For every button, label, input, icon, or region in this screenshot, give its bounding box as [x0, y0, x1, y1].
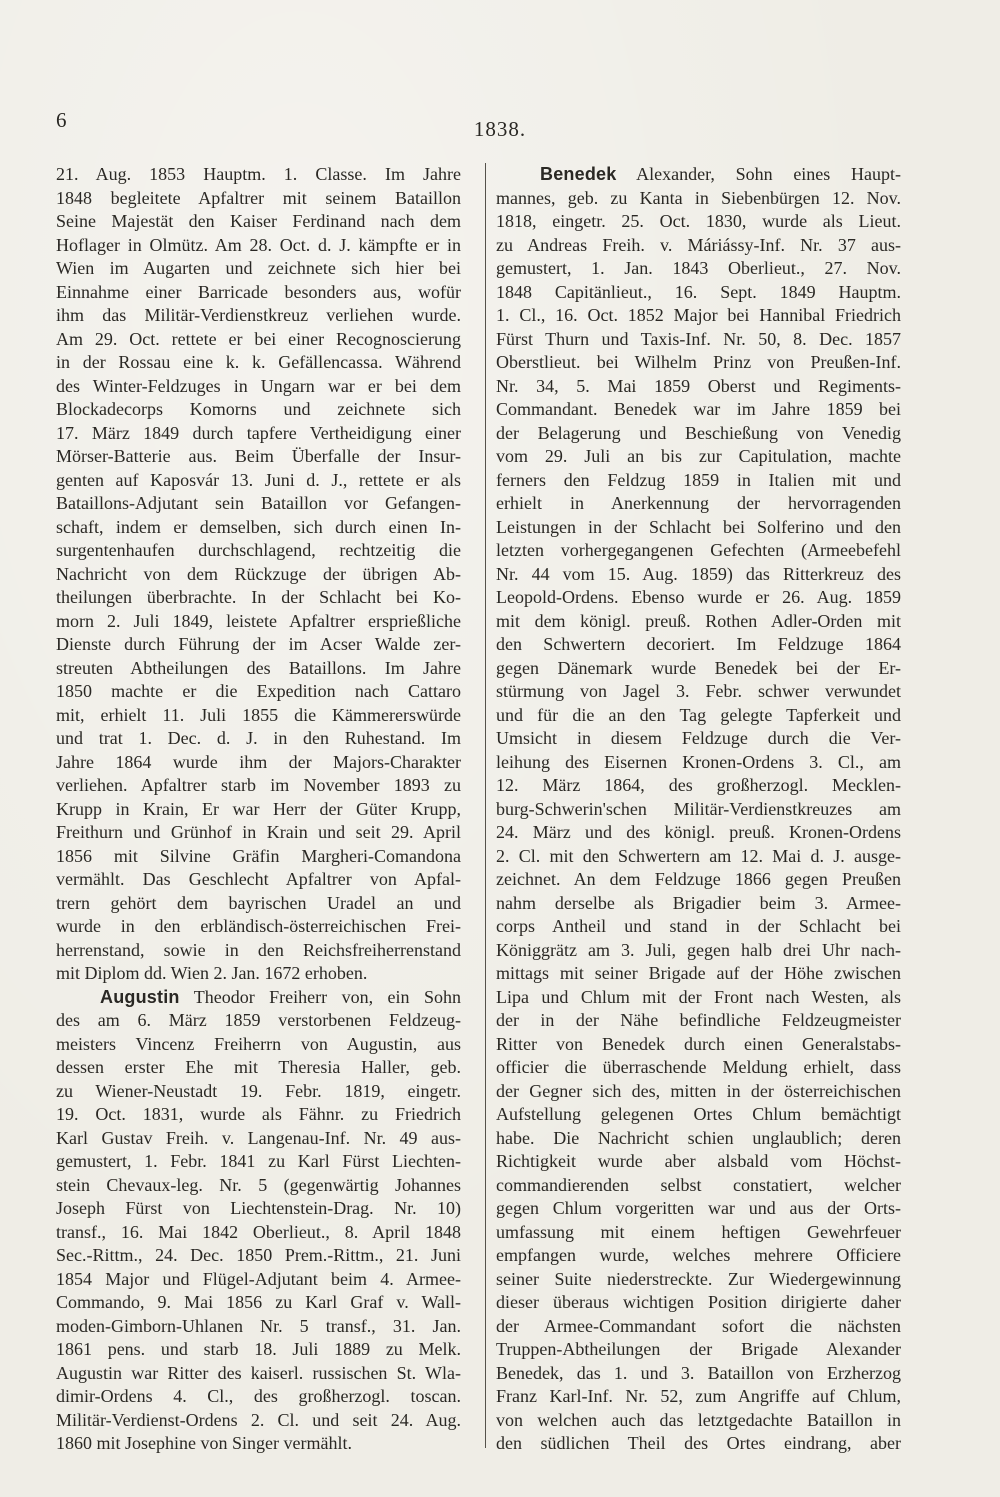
- text-line: den südlichen Theil des Ortes eindrang, aber: [496, 1433, 901, 1453]
- text-line: vermählt. Das Geschlecht Apfaltrer von Apfal-: [56, 869, 461, 889]
- text-line: mittags mit seiner Brigade auf der Höhe zwischen: [496, 963, 901, 983]
- text-line: Leopold-Ordens. Ebenso wurde er 26. Aug. 1859: [496, 587, 901, 607]
- entry-name-benedek: Benedek: [540, 164, 617, 184]
- text-line: officier die überraschende Meldung erhielt, dass: [496, 1057, 901, 1077]
- text-line: Sec.-Rittm., 24. Dec. 1850 Prem.-Rittm., 21. Juni: [56, 1245, 461, 1265]
- text-line: gemustert, 1. Jan. 1843 Oberlieut., 27. Nov.: [496, 258, 901, 278]
- text-line: meisters Vincenz Freiherrn von Augustin, aus: [56, 1033, 461, 1054]
- text-line: Umsicht in diesem Feldzuge durch die Ver-: [496, 728, 901, 748]
- text-line: Nachricht von dem Rückzuge der übrigen Ab-: [56, 563, 461, 584]
- text-line: 17. März 1849 durch tapfere Vertheidigung einer: [56, 422, 461, 443]
- text-line: von welchen auch das letztgedachte Bataillon in: [496, 1409, 901, 1430]
- text-line: Augustin war Ritter des kaiserl. russischen St. Wla-: [56, 1362, 461, 1383]
- augustin-first-line-text: Theodor Freiherr von, ein Sohn: [179, 986, 461, 1007]
- text-line: moden-Gimborn-Uhlanen Nr. 5 transf., 31. Jan.: [56, 1315, 461, 1336]
- text-line: Königgrätz am 3. Juli, gegen halb drei Uhr nach-: [496, 939, 901, 960]
- text-line: 1. Cl., 16. Oct. 1852 Major bei Hannibal Friedrich: [496, 305, 901, 325]
- text-line: leihung des Eisernen Kronen-Ordens 3. Cl., am: [496, 751, 901, 772]
- text-line: Richtigkeit wurde aber alsbald vom Höchst-: [496, 1151, 901, 1171]
- text-line: 1856 mit Silvine Gräfin Margheri-Comandona: [56, 845, 461, 866]
- text-line: der Belagerung und Beschießung von Venedig: [496, 422, 901, 443]
- column-divider: [485, 163, 486, 1448]
- augustin-entry: [56, 986, 461, 1456]
- text-line: stürmung von Jagel 3. Febr. schwer verwundet: [496, 681, 901, 701]
- augustin-entry-body: [56, 1009, 461, 1456]
- text-line: Karl Gustav Freih. v. Langenau-Inf. Nr. 49 aus-: [56, 1127, 461, 1148]
- text-line: herrenstand, sowie in den Reichsfreiherrenstand: [56, 939, 461, 960]
- text-line: 19. Oct. 1831, wurde als Fähnr. zu Friedrich: [56, 1104, 461, 1124]
- text-line: Aufstellung gelegenen Ortes Chlum bemächtigt: [496, 1104, 901, 1124]
- text-line: letzten vorhergegangenen Gefechten (Armeebefehl: [496, 540, 901, 560]
- text-line: 2. Cl. mit den Schwertern am 12. Mai d. J. ausge-: [496, 845, 901, 866]
- text-line: Blockadecorps Komorns und zeichnete sich: [56, 399, 461, 419]
- text-line: Wien im Augarten und zeichnete sich hier bei: [56, 258, 461, 278]
- text-line: corps Antheil und stand in der Schlacht bei: [496, 916, 901, 936]
- text-line: ferners den Feldzug 1859 in Italien mit und: [496, 469, 901, 490]
- text-line: 21. Aug. 1853 Hauptm. 1. Classe. Im Jahre: [56, 164, 461, 184]
- text-line: gegen Chlum vorgeritten war und aus der Orts-: [496, 1198, 901, 1218]
- text-line: Truppen-Abtheilungen der Brigade Alexander: [496, 1339, 901, 1359]
- text-line: dieser überaus wichtigen Position dirigierte daher: [496, 1292, 901, 1312]
- text-line: und trat 1. Dec. d. J. in den Ruhestand. Im: [56, 728, 461, 748]
- text-line: surgentenhaufen durchschlagend, rechtzeitig die: [56, 540, 461, 560]
- text-line: 1848 begleitete Apfaltrer mit seinem Bataillon: [56, 187, 461, 208]
- text-line: den Schwertern decoriert. Im Feldzuge 1864: [496, 634, 901, 654]
- text-line: 1848 Capitänlieut., 16. Sept. 1849 Hauptm.: [496, 281, 901, 302]
- text-line: und für die an den Tag gelegte Tapferkeit und: [496, 704, 901, 725]
- text-line: habe. Die Nachricht schien unglaublich; deren: [496, 1127, 901, 1148]
- text-line: Krupp in Krain, Er war Herr der Güter Krupp,: [56, 798, 461, 819]
- text-line: gemustert, 1. Febr. 1841 zu Karl Fürst Liechten-: [56, 1151, 461, 1171]
- text-line: 1854 Major und Flügel-Adjutant beim 4. Armee-: [56, 1268, 461, 1289]
- text-line: der Gegner sich des, mitten in der österreichischen: [496, 1080, 901, 1101]
- text-line: der Armee-Commandant sofort die nächsten: [496, 1315, 901, 1336]
- text-line: Militär-Verdienst-Ordens 2. Cl. und seit 24. Aug.: [56, 1409, 461, 1430]
- text-line: 1818, eingetr. 25. Oct. 1830, wurde als Lieut.: [496, 211, 901, 231]
- text-line: theilungen überbrachte. In der Schlacht bei Ko-: [56, 587, 461, 607]
- text-line: dessen erster Ehe mit Theresia Haller, geb.: [56, 1057, 461, 1077]
- text-line: 12. März 1864, des großherzogl. Mecklen-: [496, 775, 901, 795]
- benedek-entry: [496, 163, 901, 1456]
- text-line: ihm das Militär-Verdienstkreuz verliehen wurde.: [56, 305, 461, 325]
- text-line: zu Wiener-Neustadt 19. Febr. 1819, eingetr.: [56, 1080, 461, 1101]
- text-line: Jahre 1864 wurde ihm der Majors-Charakter: [56, 751, 461, 772]
- page-number: 6: [56, 108, 67, 132]
- benedek-first-line: [496, 163, 901, 187]
- text-line: 1861 pens. und starb 18. Juli 1889 zu Melk.: [56, 1339, 461, 1359]
- text-line: Benedek, das 1. und 3. Bataillon von Erzherzog: [496, 1362, 901, 1383]
- text-line: mit Diplom dd. Wien 2. Jan. 1672 erhoben.: [56, 963, 368, 983]
- text-line: empfangen wurde, welches mehrere Officiere: [496, 1245, 901, 1265]
- text-line: dimir-Ordens 4. Cl., des großherzogl. toscan.: [56, 1386, 461, 1406]
- text-line: mit, erhielt 11. Juli 1855 die Kämmererswürde: [56, 704, 461, 725]
- text-line: Dienste durch Führung der im Acser Walde zer-: [56, 634, 461, 654]
- text-line: erhielt in Anerkennung der hervorragenden: [496, 493, 901, 513]
- text-line: 24. März und des königl. preuß. Kronen-Ordens: [496, 822, 901, 842]
- text-line: wurde in den erbländisch-österreichischen Frei-: [56, 916, 461, 936]
- text-line: gegen Dänemark wurde Benedek bei der Er-: [496, 657, 901, 678]
- benedek-entry-body: [496, 187, 901, 1456]
- text-line: in der Rossau eine k. k. Gefällencassa. Während: [56, 352, 461, 372]
- text-line: streuten Abtheilungen des Bataillons. Im Jahre: [56, 657, 461, 678]
- text-line: 1850 machte er die Expedition nach Cattaro: [56, 681, 461, 701]
- text-line: des Winter-Feldzuges in Ungarn war er bei dem: [56, 375, 461, 396]
- text-line: zeichnet. An dem Feldzuge 1866 gegen Preußen: [496, 869, 901, 889]
- text-line: vom 29. Juli an bis zur Capitulation, machte: [496, 446, 901, 466]
- text-line: Franz Karl-Inf. Nr. 52, zum Angriffe auf Chlum,: [496, 1386, 901, 1406]
- text-line: verliehen. Apfaltrer starb im November 1893 zu: [56, 775, 461, 795]
- text-line: Commandant. Benedek war im Jahre 1859 bei: [496, 399, 901, 419]
- text-line: nahm derselbe als Brigadier beim 3. Armee-: [496, 892, 901, 913]
- text-line: des am 6. März 1859 verstorbenen Feldzeug-: [56, 1010, 461, 1030]
- text-line: Nr. 44 vom 15. Aug. 1859) das Ritterkreuz des: [496, 563, 901, 584]
- text-line: Leistungen in der Schlacht bei Solferino und den: [496, 516, 901, 537]
- left-column: [56, 163, 461, 1456]
- text-line: Nr. 34, 5. Mai 1859 Oberst und Regiments-: [496, 375, 901, 396]
- text-line: mannes, geb. zu Kanta in Siebenbürgen 12. Nov.: [496, 187, 901, 208]
- text-line: Einnahme einer Barricade besonders aus, wofür: [56, 281, 461, 302]
- text-line: Mörser-Batterie aus. Beim Überfalle der Insur-: [56, 446, 461, 466]
- entry-name-augustin: Augustin: [100, 986, 180, 1007]
- text-line: Oberstlieut. bei Wilhelm Prinz von Preußen-Inf.: [496, 352, 901, 372]
- text-line: morn 2. Juli 1849, leistete Apfaltrer ersprießliche: [56, 610, 461, 631]
- text-line: burg-Schwerin'schen Militär-Verdienstkreuzes am: [496, 798, 901, 819]
- text-line: Hoflager in Olmütz. Am 28. Oct. d. J. kämpfte er in: [56, 234, 461, 255]
- text-line: genten auf Kaposvár 13. Juni d. J., rettete er als: [56, 469, 461, 490]
- text-line: umfassung mit einem heftigen Gewehrfeuer: [496, 1221, 901, 1242]
- text-line: Bataillons-Adjutant sein Bataillon vor Gefangen-: [56, 493, 461, 513]
- text-line: Ritter von Benedek durch einen Generalstabs-: [496, 1033, 901, 1054]
- text-line: 1860 mit Josephine von Singer vermählt.: [56, 1433, 352, 1453]
- year-header: 1838.: [473, 117, 527, 141]
- text-line: stein Chevaux-leg. Nr. 5 (gegenwärtig Johannes: [56, 1174, 461, 1195]
- text-line: schaft, indem er demselben, sich durch einen In-: [56, 516, 461, 537]
- apfaltrer-entry-continued: [56, 163, 461, 986]
- text-line: Lipa und Chlum mit der Front nach Westen, als: [496, 986, 901, 1007]
- text-line: mit dem königl. preuß. Rothen Adler-Orden mit: [496, 610, 901, 631]
- text-line: commandierenden selbst constatiert, welcher: [496, 1174, 901, 1195]
- augustin-first-line: [56, 986, 461, 1010]
- text-line: seiner Suite niederstreckte. Zur Wiedergewinnung: [496, 1268, 901, 1289]
- right-column: [496, 163, 901, 1456]
- text-line: Fürst Thurn und Taxis-Inf. Nr. 50, 8. Dec. 1857: [496, 328, 901, 349]
- text-line: Seine Majestät den Kaiser Ferdinand nach dem: [56, 211, 461, 231]
- text-line: trern gehört dem bayrischen Uradel an und: [56, 892, 461, 913]
- text-line: transf., 16. Mai 1842 Oberlieut., 8. April 1848: [56, 1221, 461, 1242]
- text-line: zu Andreas Freih. v. Máriássy-Inf. Nr. 37 aus-: [496, 234, 901, 255]
- text-line: Commando, 9. Mai 1856 zu Karl Graf v. Wall-: [56, 1292, 461, 1312]
- text-line: der in der Nähe befindliche Feldzeugmeister: [496, 1010, 901, 1030]
- text-line: Joseph Fürst von Liechtenstein-Drag. Nr. 10): [56, 1198, 461, 1218]
- benedek-first-line-text: Alexander, Sohn eines Haupt-: [616, 164, 901, 184]
- text-line: Am 29. Oct. rettete er bei einer Recognoscierung: [56, 328, 461, 349]
- text-line: Freithurn und Grünhof in Krain und seit 29. April: [56, 822, 461, 842]
